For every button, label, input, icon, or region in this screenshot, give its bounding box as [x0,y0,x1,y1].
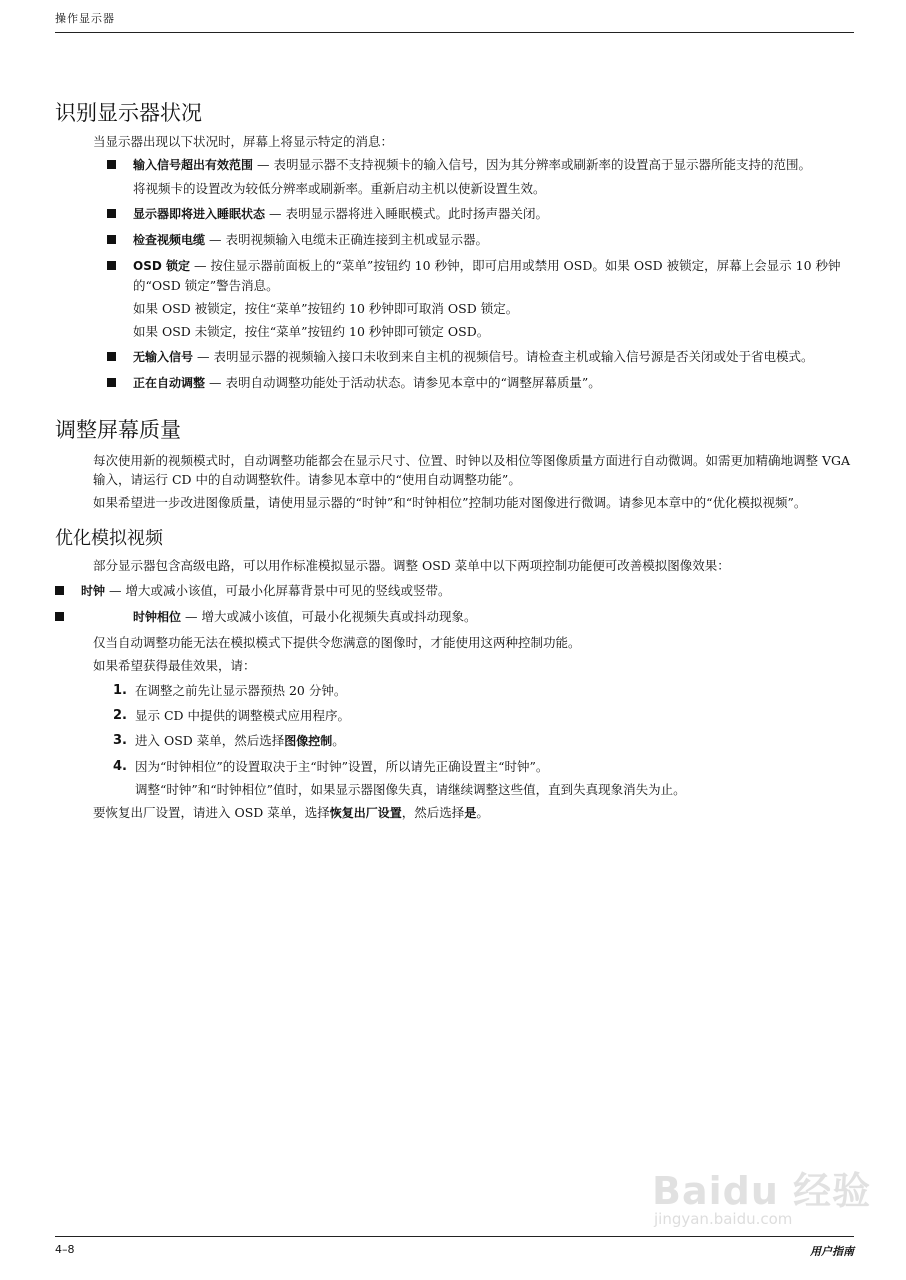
header-title: 操作显示器 [55,12,115,25]
numbered-step: 3. 进入 OSD 菜单，然后选择图像控制。 [113,733,345,748]
watermark-url: jingyan.baidu.com [654,1210,793,1228]
list-item: 时钟 — 增大或减小该值，可最小化屏幕背景中可见的竖线或竖带。 [55,581,855,601]
list-item: 时钟相位 — 增大或减小该值，可最小化视频失真或抖动现象。 [55,607,855,627]
quality-paragraph: 如果希望进一步改进图像质量，请使用显示器的“时钟”和“时钟相位”控制功能对图像进行微调。请参见本章中的“优化模拟视频”。 [93,495,807,510]
running-header [55,10,854,33]
bullet-icon [55,586,64,595]
list-item: 显示器即将进入睡眠状态 — 表明显示器将进入睡眠模式。此时扬声器关闭。 [55,204,855,224]
list-item: 正在自动调整 — 表明自动调整功能处于活动状态。请参见本章中的“调整屏幕质量”。 [55,373,855,393]
bullet-icon [107,378,116,387]
analog-paragraph: 如果希望获得最佳效果，请： [93,658,256,673]
quality-paragraph: 每次使用新的视频模式时，自动调整功能都会在显示尺寸、位置、时钟以及相位等图像质量方面进行自动微调。如需更加精确地调整 VGA 输入，请运行 CD 中的自动调整软件。请参见本章中的“使用自动调整功能”。 [93,453,851,487]
bullet-icon [107,160,116,169]
bullet-icon [107,261,116,270]
list-item: 输入信号超出有效范围 — 表明显示器不支持视频卡的输入信号，因为其分辨率或刷新率的设置高于显示器所能支持的范围。 [55,155,855,175]
list-item: 无输入信号 — 表明显示器的视频输入接口未收到来自主机的视频信号。请检查主机或输入信号源是否关闭或处于省电模式。 [55,347,855,367]
numbered-step: 2. 显示 CD 中提供的调整模式应用程序。 [113,708,351,723]
step-note: 调整“时钟”和“时钟相位”值时，如果显示器图像失真，请继续调整这些值，直到失真现象消失为止。 [135,782,686,797]
item-note: 如果 OSD 未锁定，按住“菜单”按钮约 10 秒钟即可锁定 OSD。 [133,324,490,339]
reset-paragraph: 要恢复出厂设置，请进入 OSD 菜单，选择恢复出厂设置，然后选择是。 [93,805,489,820]
item-note: 如果 OSD 被锁定，按住“菜单”按钮约 10 秒钟即可取消 OSD 锁定。 [133,301,519,316]
bullet-icon [107,235,116,244]
page-content [55,98,855,823]
analog-paragraph: 仅当自动调整功能无法在模拟模式下提供令您满意的图像时，才能使用这两种控制功能。 [93,635,581,650]
list-item: OSD 锁定 — 按住显示器前面板上的“菜单”按钮约 10 秒钟，即可启用或禁用 OSD。如果 OSD 被锁定，屏幕上会显示 10 秒钟的“OSD 锁定”警告消息。 [55,256,855,295]
item-note: 将视频卡的设置改为较低分辨率或刷新率。重新启动主机以使新设置生效。 [133,181,546,196]
section-title-status: 识别显示器状况 [55,101,202,125]
guide-name: 用户指南 [810,1245,854,1258]
numbered-step: 1. 在调整之前先让显示器预热 20 分钟。 [113,683,347,698]
bullet-icon [55,612,64,621]
watermark-logo: Baidu 经验 [652,1169,872,1213]
list-item: 检查视频电缆 — 表明视频输入电缆未正确连接到主机或显示器。 [55,230,855,250]
status-intro: 当显示器出现以下状况时，屏幕上将显示特定的消息： [93,134,394,149]
section-title-analog: 优化模拟视频 [55,528,163,549]
page-footer [55,1236,854,1263]
page-number: 4–8 [55,1243,75,1256]
analog-intro: 部分显示器包含高级电路，可以用作标准模拟显示器。调整 OSD 菜单中以下两项控制功能便可改善模拟图像效果： [93,558,730,573]
section-title-quality: 调整屏幕质量 [55,418,181,442]
bullet-icon [107,352,116,361]
numbered-step: 4. 因为“时钟相位”的设置取决于主“时钟”设置，所以请先正确设置主“时钟”。 [113,759,549,774]
bullet-icon [107,209,116,218]
